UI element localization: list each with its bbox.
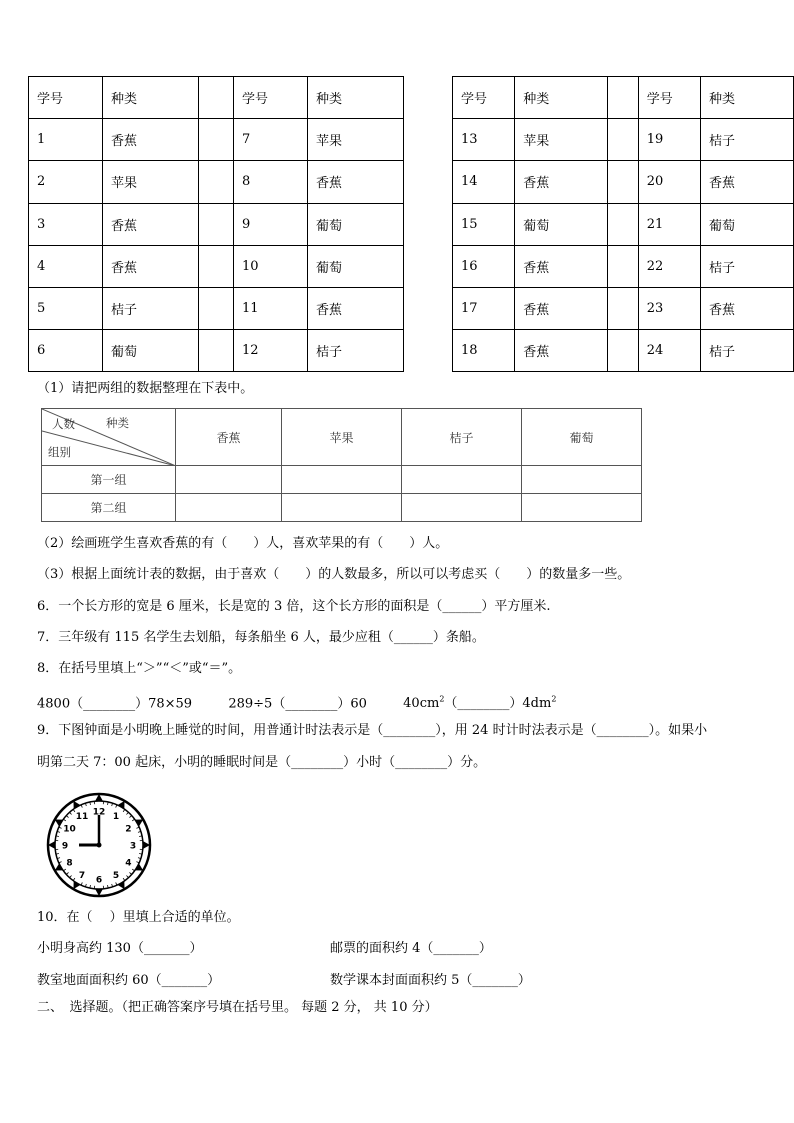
table-gap — [608, 119, 638, 161]
table-gap — [199, 203, 234, 245]
fruit-kind-cell: 桔子 — [103, 287, 199, 329]
tally-cell[interactable] — [402, 466, 522, 494]
compare-item-c: $40cm^2(\_\_\_\_\_\_\_\_)4dm^2$ — [403, 695, 557, 712]
clock-minute-tick — [73, 878, 75, 880]
header-student-no: 学号 — [29, 77, 103, 119]
clock-numeral: 7 — [78, 870, 86, 881]
fruit-kind-cell: 葡萄 — [701, 203, 794, 245]
clock-minute-tick — [59, 862, 62, 863]
fruit-kind-cell: 葡萄 — [515, 203, 608, 245]
unit-item-c: 教室地面面积约 60（_______） — [37, 973, 221, 988]
student-no-cell: 17 — [453, 287, 515, 329]
clock-minute-tick — [70, 812, 72, 814]
clock-hour-marker — [55, 863, 63, 870]
diag-label-group: 组别 — [48, 445, 71, 459]
clock-minute-tick — [63, 869, 65, 871]
fruit-kind-cell: 苹果 — [308, 119, 404, 161]
question-10: 10．在（ ）里填上合适的单位。 — [37, 910, 240, 925]
tally-cell[interactable] — [402, 494, 522, 522]
student-no-cell: 9 — [234, 203, 308, 245]
clock-hour-marker — [55, 820, 63, 827]
header-kind: 种类 — [308, 77, 404, 119]
fruit-kind-cell: 葡萄 — [103, 330, 199, 372]
clock-minute-tick — [116, 805, 117, 808]
clock-numeral: 3 — [129, 841, 137, 852]
clock-minute-tick — [123, 878, 125, 880]
tally-col-header: 苹果 — [282, 409, 402, 466]
clock-minute-tick — [132, 819, 134, 821]
fruit-kind-cell: 桔子 — [308, 330, 404, 372]
student-no-cell: 11 — [234, 287, 308, 329]
tally-cell[interactable] — [522, 466, 642, 494]
student-no-cell: 7 — [234, 119, 308, 161]
clock-minute-tick — [63, 819, 65, 821]
student-no-cell: 5 — [29, 287, 103, 329]
clock-numeral: 12 — [92, 807, 106, 818]
question-6: 6．一个长方形的宽是 6 厘米，长是宽的 3 倍，这个长方形的面积是（______）平方厘米. — [37, 599, 551, 614]
student-no-cell: 1 — [29, 119, 103, 161]
question-2: （2）绘画班学生喜欢香蕉的有（ ）人，喜欢苹果的有（ ）人。 — [37, 536, 449, 551]
question-9-line1: 9．下图钟面是小明晚上睡觉的时间，用普通计时法表示是（________），用 24 时计时法表示是（________）。如果小 — [37, 723, 708, 738]
fruit-kind-cell: 香蕉 — [308, 287, 404, 329]
student-no-cell: 22 — [638, 245, 700, 287]
clock-numeral: 4 — [125, 858, 132, 869]
clock-minute-tick — [116, 882, 117, 885]
header-student-no: 学号 — [234, 77, 308, 119]
clock-numeral: 8 — [66, 858, 73, 869]
table-gap — [199, 330, 234, 372]
student-no-cell: 20 — [638, 161, 700, 203]
student-no-cell: 15 — [453, 203, 515, 245]
student-no-cell: 10 — [234, 245, 308, 287]
clock-numeral: 10 — [63, 824, 76, 835]
fruit-kind-cell: 桔子 — [701, 245, 794, 287]
clock-minute-tick — [66, 872, 68, 874]
table-gap — [199, 287, 234, 329]
student-no-cell: 3 — [29, 203, 103, 245]
header-kind: 种类 — [515, 77, 608, 119]
question-9-line2: 明第二天 7：00 起床，小明的睡眠时间是（________）小时（________）分。 — [37, 755, 487, 770]
clock-minute-tick — [81, 805, 82, 808]
fruit-kind-cell: 葡萄 — [308, 245, 404, 287]
clock-hour-marker — [135, 820, 143, 827]
clock-numeral: 5 — [112, 870, 120, 881]
question-7: 7．三年级有 115 名学生去划船，每条船坐 6 人，最少应租（______）条船。 — [37, 630, 485, 645]
student-no-cell: 19 — [638, 119, 700, 161]
clock-minute-tick — [66, 816, 68, 818]
clock-numeral: 6 — [95, 875, 103, 886]
question-1: （1）请把两组的数据整理在下表中。 — [37, 381, 254, 396]
clock-hour-marker — [74, 881, 81, 889]
table-gap — [199, 161, 234, 203]
header-student-no: 学号 — [453, 77, 515, 119]
section-2-heading: 二、 选择题。（把正确答案序号填在括号里。 每题 2 分， 共 10 分） — [37, 1000, 438, 1015]
clock-minute-tick — [73, 809, 75, 811]
fruit-kind-cell: 香蕉 — [515, 287, 608, 329]
fruit-kind-cell: 香蕉 — [103, 203, 199, 245]
fruit-kind-cell: 香蕉 — [701, 287, 794, 329]
clock-hour-marker — [135, 863, 143, 870]
clock-minute-tick — [59, 827, 62, 828]
tally-col-header: 葡萄 — [522, 409, 642, 466]
clock-hour-marker — [74, 801, 81, 809]
tally-col-header: 香蕉 — [176, 409, 282, 466]
unit-item-b: 邮票的面积约 4（_______） — [330, 941, 492, 956]
student-no-cell: 6 — [29, 330, 103, 372]
clock-numeral: 2 — [125, 824, 132, 835]
clock-minute-tick — [136, 827, 139, 828]
student-no-cell: 4 — [29, 245, 103, 287]
unit-item-a: 小明身高约 130（_______） — [37, 941, 203, 956]
table-gap — [608, 161, 638, 203]
tally-cell[interactable] — [282, 494, 402, 522]
table-gap — [608, 287, 638, 329]
diagonal-header-cell — [42, 409, 176, 466]
clock-numeral: 11 — [75, 812, 89, 823]
student-no-cell: 24 — [638, 330, 700, 372]
student-no-cell: 18 — [453, 330, 515, 372]
header-kind: 种类 — [103, 77, 199, 119]
diag-label-kind: 种类 — [106, 416, 129, 430]
student-no-cell: 13 — [453, 119, 515, 161]
clock-minute-tick — [81, 882, 82, 885]
clock-minute-tick — [126, 875, 128, 877]
fruit-kind-cell: 桔子 — [701, 330, 794, 372]
tally-row-label: 第二组 — [42, 494, 176, 522]
clock-minute-tick — [129, 872, 131, 874]
fruit-kind-cell: 香蕉 — [701, 161, 794, 203]
clock-minute-tick — [123, 809, 125, 811]
survey-table-right — [452, 76, 794, 372]
tally-cell[interactable] — [522, 494, 642, 522]
clock-minute-tick — [70, 875, 72, 877]
table-gap — [608, 245, 638, 287]
table-gap — [608, 77, 638, 119]
header-student-no: 学号 — [638, 77, 700, 119]
student-no-cell: 14 — [453, 161, 515, 203]
fruit-kind-cell: 香蕉 — [515, 161, 608, 203]
fruit-kind-cell: 葡萄 — [308, 203, 404, 245]
table-gap — [199, 77, 234, 119]
clock-numeral: 1 — [112, 812, 120, 823]
clock-minute-tick — [126, 812, 128, 814]
student-no-cell: 23 — [638, 287, 700, 329]
clock-minute-tick — [132, 869, 134, 871]
table-gap — [608, 203, 638, 245]
fruit-kind-cell: 香蕉 — [103, 245, 199, 287]
table-gap — [608, 330, 638, 372]
clock-face — [46, 792, 152, 898]
clock-center — [97, 843, 102, 848]
fruit-kind-cell: 香蕉 — [103, 119, 199, 161]
unit-item-d: 数学课本封面面积约 5（_______） — [330, 973, 531, 988]
fruit-kind-cell: 香蕉 — [308, 161, 404, 203]
clock-hour-marker — [117, 881, 124, 889]
student-no-cell: 8 — [234, 161, 308, 203]
student-no-cell: 12 — [234, 330, 308, 372]
question-3: （3）根据上面统计表的数据，由于喜欢（ ）的人数最多，所以可以考虑买（ ）的数量多一些。 — [37, 567, 631, 582]
diag-label-people: 人数 — [52, 417, 75, 431]
tally-cell[interactable] — [176, 494, 282, 522]
fruit-kind-cell: 桔子 — [701, 119, 794, 161]
tally-table — [41, 408, 642, 522]
question-8-items — [37, 691, 556, 713]
clock-minute-tick — [136, 862, 139, 863]
header-kind: 种类 — [701, 77, 794, 119]
clock-minute-tick — [129, 816, 131, 818]
clock-hour-marker — [117, 801, 124, 809]
survey-table-left — [28, 76, 404, 372]
compare-item-b: 289÷5（________）60 — [228, 696, 367, 712]
student-no-cell: 2 — [29, 161, 103, 203]
fruit-kind-cell: 苹果 — [103, 161, 199, 203]
question-8: 8．在括号里填上“＞”“＜”或“＝”。 — [37, 661, 242, 676]
tally-cell[interactable] — [176, 466, 282, 494]
fruit-kind-cell: 香蕉 — [515, 330, 608, 372]
student-no-cell: 16 — [453, 245, 515, 287]
tally-row-label: 第一组 — [42, 466, 176, 494]
table-gap — [199, 245, 234, 287]
tally-col-header: 桔子 — [402, 409, 522, 466]
table-gap — [199, 119, 234, 161]
tally-cell[interactable] — [282, 466, 402, 494]
fruit-kind-cell: 香蕉 — [515, 245, 608, 287]
student-no-cell: 21 — [638, 203, 700, 245]
clock-numeral: 9 — [61, 841, 69, 852]
fruit-kind-cell: 苹果 — [515, 119, 608, 161]
compare-item-a: 4800（________）78×59 — [37, 696, 193, 712]
